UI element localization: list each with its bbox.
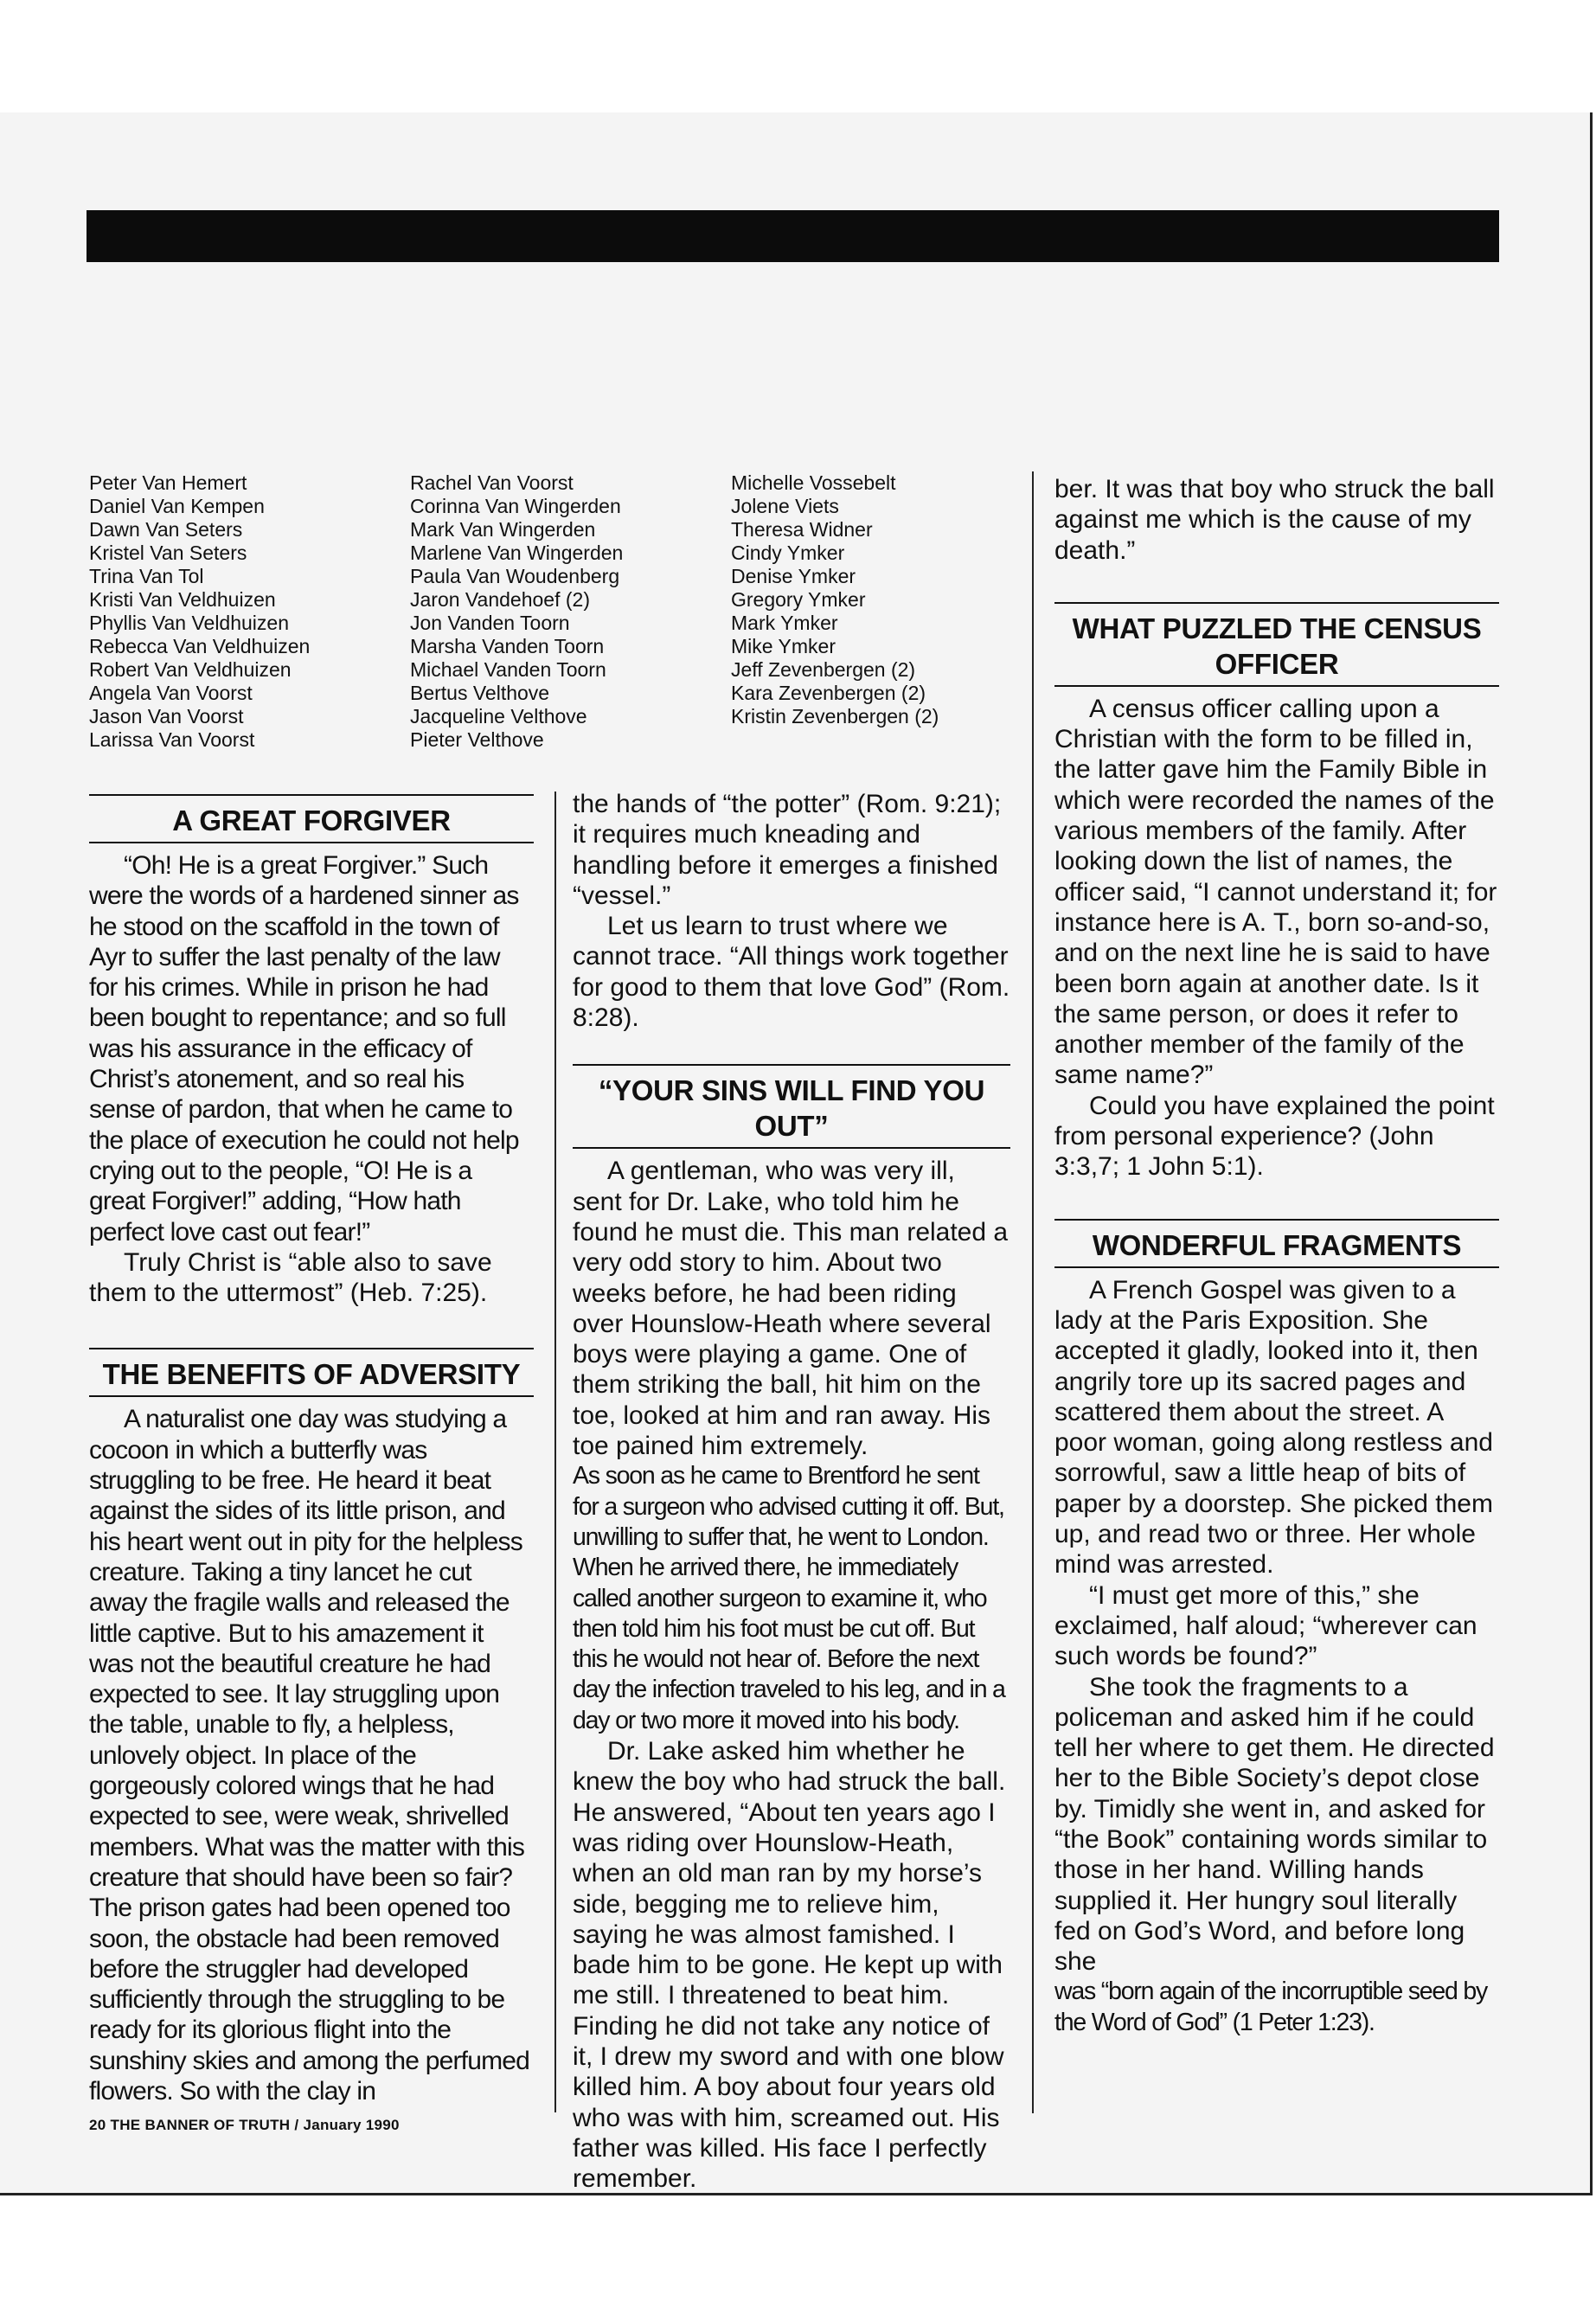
article-paragraph: ber. It was that boy who struck the ball against me which is the cause of my death.” <box>1054 475 1495 565</box>
column-3 <box>1054 474 1499 2038</box>
publication-name: THE BANNER OF TRUTH / <box>110 2117 299 2133</box>
column-2 <box>573 789 1010 2194</box>
article-paragraph: the hands of “the potter” (Rom. 9:21); it requires much kneading and handling before it emerges a finished “vessel.” <box>573 790 1002 910</box>
list-item: Dawn Van Seters <box>89 518 243 541</box>
article-paragraph: Let us learn to trust where we cannot trace. “All things work together for good to them that love God” (Rom. 8:28). <box>573 912 1010 1033</box>
list-item: Kristel Van Seters <box>89 542 247 564</box>
list-item: Rachel Van Voorst <box>410 471 574 494</box>
list-item: Michelle Vossebelt <box>731 471 896 494</box>
article-heading: “YOUR SINS WILL FIND YOU OUT” <box>573 1064 1010 1149</box>
list-item: Mike Ymker <box>731 635 836 657</box>
list-item: Phyllis Van Veldhuizen <box>89 612 289 634</box>
list-item: Theresa Widner <box>731 518 873 541</box>
article-paragraph: Truly Christ is “able also to save them to the uttermost” (Heb. 7:25). <box>89 1247 492 1308</box>
list-item: Paula Van Woudenberg <box>410 565 620 587</box>
article-heading: WONDERFUL FRAGMENTS <box>1054 1219 1499 1268</box>
article-paragraph: As soon as he came to Brentford he sent for a surgeon who advised cutting it off. But, unwilling to suffer that, he went to London. When he arrived there, he immediately called another surgeon to examine it, who then told him his foot must be cut off. But this he would not hear of. Before the next day the infection traveled to his leg, and in a day or two more it moved into his body. <box>573 1462 1005 1734</box>
page-footer <box>89 2117 400 2134</box>
article-heading: THE BENEFITS OF ADVERSITY <box>89 1348 534 1397</box>
article-paragraph: “I must get more of this,” she exclaimed, half aloud; “wherever can such words be found?” <box>1054 1580 1477 1671</box>
article-paragraph: A French Gospel was given to a lady at the Paris Exposition. She accepted it gladly, looked into it, then angrily tore up its sacred pages and scattered them about the street. A poor woman, going along restless and sorrowful, saw a little heap of bits of paper by a doorstep. She picked them up, and read two or three. Her whole mind was arrested. <box>1054 1275 1493 1580</box>
list-item: Jeff Zevenbergen (2) <box>731 658 916 681</box>
list-item: Mark Van Wingerden <box>410 518 596 541</box>
list-item: Kara Zevenbergen (2) <box>731 682 926 704</box>
list-item: Cindy Ymker <box>731 542 845 564</box>
issue-date: January 1990 <box>303 2117 400 2133</box>
list-item: Gregory Ymker <box>731 588 866 611</box>
list-item: Jon Vanden Toorn <box>410 612 570 634</box>
list-item: Rebecca Van Veldhuizen <box>89 635 311 657</box>
list-item: Corinna Van Wingerden <box>410 495 621 517</box>
list-item: Larissa Van Voorst <box>89 728 255 751</box>
list-item: Jolene Viets <box>731 495 839 517</box>
article-paragraph: “Oh! He is a great Forgiver.” Such were the words of a hardened sinner as he stood on the scaffold in the town of Ayr to suffer the last penalty of the law for his crimes. While in prison he had been bought to repentance; and so full was his assurance in the efficacy of Christ’s atonement, and so real his sense of pardon, that when he came to the place of execution he could not help crying out to the people, “O! He is a great Forgiver!” adding, “How hath perfect love cast out fear!” <box>89 851 519 1247</box>
list-item: Jacqueline Velthove <box>410 705 587 727</box>
list-item: Angela Van Voorst <box>89 682 253 704</box>
column-1 <box>89 794 534 2106</box>
list-item: Robert Van Veldhuizen <box>89 658 292 681</box>
article-paragraph: A gentleman, who was very ill, sent for Dr. Lake, who told him he found he must die. This man related a very odd story to him. About two weeks before, he had been riding over Hounslow-Heath where several boys were playing a game. One of them striking the ball, hit him on the toe, looked at him and ran away. His toe pained him extremely. <box>573 1157 1009 1461</box>
list-item: Mark Ymker <box>731 612 838 634</box>
article-paragraph: A naturalist one day was studying a cocoon in which a butterfly was struggling to be free. He heard it beat against the sides of its little prison, and his heart went out in pity for the helpless creature. Taking a tiny lancet he cut away the fragile walls and released the little captive. But to his amazement it was not the beautiful creature he had expected to see. It lay struggling upon the table, unable to fly, a helpless, unlovely object. In place of the gorgeously colored wings that he had expected to see, were weak, shrivelled members. What was the matter with this creature that should have been so fair? The prison gates had been opened too soon, the obstacle had been removed before the struggler had developed sufficiently through the struggling to be ready for its glorious flight into the sunshiny skies and among the perfumed flowers. So with the clay in <box>89 1405 530 2106</box>
list-item: Bertus Velthove <box>410 682 550 704</box>
page-number: 20 <box>89 2117 106 2133</box>
list-item: Peter Van Hemert <box>89 471 247 494</box>
column-divider <box>1032 471 1034 2113</box>
article-paragraph: A census officer calling upon a Christian with the form to be filled in, the latter gave him the Family Bible in which were recorded the names of the various members of the family. After looking down the list of names, the officer said, “I cannot understand it; for instance here is A. T., born so-and-so, and on the next line he is said to have been born again at another date. Is it the same person, or does it refer to another member of the family of the same name?” <box>1054 694 1497 1090</box>
header-bar <box>87 210 1499 262</box>
article-paragraph: was “born again of the incorruptible seed by the Word of God” (1 Peter 1:23). <box>1054 1977 1488 2036</box>
article-paragraph: She took the fragments to a policeman and asked him if he could tell her where to get them. He directed her to the Bible Society’s depot close by. Timidly she went in, and asked for “the Book” containing words similar to those in her hand. Willing hands supplied it. Her hungry soul literally fed on God’s Word, and before long she <box>1054 1672 1495 1977</box>
article-heading: WHAT PUZZLED THE CENSUS OFFICER <box>1054 602 1499 687</box>
name-list-col1 <box>89 471 310 752</box>
name-list-col3 <box>731 471 939 728</box>
list-item: Daniel Van Kempen <box>89 495 265 517</box>
list-item: Marlene Van Wingerden <box>410 542 624 564</box>
column-divider <box>554 792 556 2112</box>
list-item: Jason Van Voorst <box>89 705 244 727</box>
list-item: Michael Vanden Toorn <box>410 658 606 681</box>
article-paragraph: Could you have explained the point from personal experience? (John 3:3,7; 1 John 5:1). <box>1054 1091 1495 1182</box>
list-item: Kristin Zevenbergen (2) <box>731 705 939 727</box>
article-heading: A GREAT FORGIVER <box>89 794 534 843</box>
list-item: Kristi Van Veldhuizen <box>89 588 276 611</box>
list-item: Denise Ymker <box>731 565 856 587</box>
list-item: Jaron Vandehoef (2) <box>410 588 590 611</box>
list-item: Marsha Vanden Toorn <box>410 635 605 657</box>
name-list-col2 <box>410 471 623 752</box>
list-item: Pieter Velthove <box>410 728 544 751</box>
list-item: Trina Van Tol <box>89 565 204 587</box>
article-paragraph: Dr. Lake asked him whether he knew the boy who had struck the ball. He answered, “About ten years ago I was riding over Hounslow-Heath, when an old man ran by my horse’s side, begging me to relieve him, saying he was almost famished. I bade him to be gone. He kept up with me still. I threatened to beat him. Finding he did not take any notice of it, I drew my sword and with one blow killed him. A boy about four years old who was with him, screamed out. His father was killed. His face I perfectly remember. <box>573 1737 1006 2194</box>
